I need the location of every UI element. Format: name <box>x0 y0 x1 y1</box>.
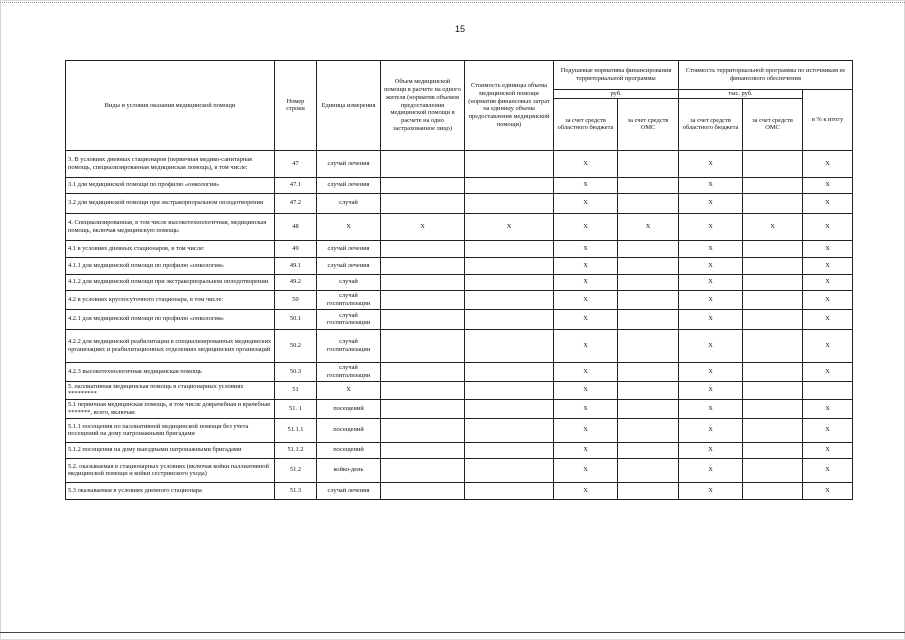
table-row <box>66 482 853 499</box>
row-per-capita-budget-cell: X <box>554 381 618 399</box>
row-per-capita-budget-cell: X <box>554 213 618 240</box>
row-number-cell: 51 <box>275 381 317 399</box>
row-unit-cell: случай лечения <box>317 257 381 274</box>
row-number-cell: 50 <box>275 290 317 309</box>
row-per-capita-oms-cell <box>618 257 679 274</box>
row-total-budget-cell: X <box>679 381 743 399</box>
top-edge-line <box>0 2 905 3</box>
row-per-capita-budget-cell: X <box>554 399 618 418</box>
row-unit-cost-cell <box>465 257 554 274</box>
header-budget-total: за счет средств областного бюджета <box>679 98 743 150</box>
row-unit-cost-cell <box>465 362 554 381</box>
row-number-cell: 49.1 <box>275 257 317 274</box>
row-total-oms-cell <box>743 399 803 418</box>
row-name-cell: 4.2.2 для медицинской реабилитации в специализированных медицинских организациях и реабилитационных отделениях медицинских организаций <box>66 329 275 362</box>
bottom-edge-line <box>0 632 905 633</box>
row-name-cell: 4.2.3 высокотехнологичная медицинская помощь <box>66 362 275 381</box>
row-total-budget-cell: X <box>679 442 743 458</box>
row-per-capita-oms-cell: X <box>618 213 679 240</box>
row-total-oms-cell: X <box>743 213 803 240</box>
row-volume-cell <box>381 399 465 418</box>
row-unit-cost-cell <box>465 309 554 329</box>
header-total-cost: Стоимость территориальной программы по источникам ее финансового обеспечения <box>679 61 853 90</box>
row-number-cell: 51.1.1 <box>275 418 317 442</box>
row-volume-cell <box>381 442 465 458</box>
row-percent-cell: X <box>803 442 853 458</box>
row-unit-cell: случай лечения <box>317 177 381 193</box>
page-number: 15 <box>454 24 465 34</box>
row-percent-cell: X <box>803 240 853 257</box>
table-row <box>66 290 853 309</box>
row-per-capita-oms-cell <box>618 329 679 362</box>
table-row <box>66 418 853 442</box>
table-row <box>66 213 853 240</box>
row-total-oms-cell <box>743 240 803 257</box>
row-per-capita-budget-cell: X <box>554 240 618 257</box>
row-number-cell: 49 <box>275 240 317 257</box>
row-per-capita-oms-cell <box>618 458 679 482</box>
row-per-capita-budget-cell: X <box>554 418 618 442</box>
row-per-capita-oms-cell <box>618 150 679 177</box>
row-name-cell: 4.2 в условиях круглосуточного стационара, в том числе: <box>66 290 275 309</box>
row-total-budget-cell: X <box>679 257 743 274</box>
row-percent-cell: X <box>803 309 853 329</box>
table-row <box>66 193 853 213</box>
row-total-budget-cell: X <box>679 193 743 213</box>
row-name-cell: 4.2.1 для медицинской помощи по профилю «онкология» <box>66 309 275 329</box>
row-per-capita-budget-cell: X <box>554 150 618 177</box>
row-unit-cell: случай госпитализации <box>317 309 381 329</box>
table-row <box>66 257 853 274</box>
row-per-capita-budget-cell: X <box>554 362 618 381</box>
row-total-oms-cell <box>743 257 803 274</box>
header-budget: за счет средств областного бюджета <box>554 98 618 150</box>
row-volume-cell <box>381 177 465 193</box>
header-unit-rub: руб. <box>554 90 679 99</box>
table-row <box>66 381 853 399</box>
financing-table <box>65 60 853 500</box>
row-total-budget-cell: X <box>679 482 743 499</box>
header-unit: Единица измерения <box>317 61 381 151</box>
row-name-cell: 3. В условиях дневных стационаров (первичная медико-санитарная помощь, специализированная медицинская помощь), в том числе: <box>66 150 275 177</box>
row-volume-cell <box>381 329 465 362</box>
row-percent-cell: X <box>803 458 853 482</box>
row-number-cell: 47.1 <box>275 177 317 193</box>
row-name-cell: 4. Специализированная, в том числе высокотехнологичная, медицинская помощь, включая медицинскую помощь: <box>66 213 275 240</box>
row-unit-cost-cell <box>465 381 554 399</box>
row-number-cell: 47.2 <box>275 193 317 213</box>
header-volume: Объем медицинской помощи в расчете на одного жителя (норматив объемов предоставления медицинской помощи в расчете на одно застрахованное лицо) <box>381 61 465 151</box>
row-percent-cell: X <box>803 399 853 418</box>
row-percent-cell: X <box>803 362 853 381</box>
row-name-cell: 5.3 оказываемая в условиях дневного стационара <box>66 482 275 499</box>
row-unit-cost-cell <box>465 274 554 290</box>
row-total-budget-cell: X <box>679 399 743 418</box>
row-per-capita-oms-cell <box>618 418 679 442</box>
row-per-capita-budget-cell: X <box>554 177 618 193</box>
row-number-cell: 51.2 <box>275 458 317 482</box>
row-name-cell: 5.1 первичная медицинская помощь, в том числе доврачебная и врачебная *******, всего, включая: <box>66 399 275 418</box>
row-volume-cell <box>381 274 465 290</box>
row-volume-cell <box>381 240 465 257</box>
row-total-oms-cell <box>743 418 803 442</box>
row-percent-cell <box>803 381 853 399</box>
row-per-capita-oms-cell <box>618 399 679 418</box>
row-percent-cell: X <box>803 329 853 362</box>
row-number-cell: 50.3 <box>275 362 317 381</box>
row-total-budget-cell: X <box>679 309 743 329</box>
row-total-oms-cell <box>743 362 803 381</box>
row-name-cell: 4.1.1 для медицинской помощи по профилю «онкология» <box>66 257 275 274</box>
row-name-cell: 5.2. оказываемая в стационарных условиях (включая койки паллиативной медицинской помощи и койки сестринского ухода) <box>66 458 275 482</box>
row-percent-cell: X <box>803 274 853 290</box>
row-per-capita-budget-cell: X <box>554 309 618 329</box>
row-unit-cell: X <box>317 213 381 240</box>
row-per-capita-oms-cell <box>618 381 679 399</box>
row-number-cell: 48 <box>275 213 317 240</box>
row-volume-cell <box>381 257 465 274</box>
row-unit-cost-cell <box>465 290 554 309</box>
row-unit-cost-cell <box>465 150 554 177</box>
row-per-capita-oms-cell <box>618 193 679 213</box>
row-per-capita-oms-cell <box>618 240 679 257</box>
row-name-cell: 3.1 для медицинской помощи по профилю «онкология» <box>66 177 275 193</box>
row-per-capita-oms-cell <box>618 482 679 499</box>
row-percent-cell: X <box>803 418 853 442</box>
row-number-cell: 47 <box>275 150 317 177</box>
row-unit-cell: случай лечения <box>317 150 381 177</box>
row-total-oms-cell <box>743 482 803 499</box>
row-per-capita-budget-cell: X <box>554 329 618 362</box>
row-unit-cost-cell <box>465 418 554 442</box>
row-name-cell: 5. паллиативная медицинская помощь в стационарных условиях ********* <box>66 381 275 399</box>
row-volume-cell <box>381 482 465 499</box>
row-unit-cell: посещений <box>317 399 381 418</box>
row-total-budget-cell: X <box>679 213 743 240</box>
row-total-oms-cell <box>743 309 803 329</box>
row-volume-cell <box>381 362 465 381</box>
row-per-capita-oms-cell <box>618 274 679 290</box>
row-per-capita-budget-cell: X <box>554 274 618 290</box>
row-per-capita-oms-cell <box>618 290 679 309</box>
row-volume-cell <box>381 290 465 309</box>
row-total-budget-cell: X <box>679 362 743 381</box>
row-number-cell: 50.2 <box>275 329 317 362</box>
row-volume-cell: X <box>381 213 465 240</box>
table-row <box>66 442 853 458</box>
table-row <box>66 399 853 418</box>
row-name-cell: 4.1.2 для медицинской помощи при экстракорпоральном оплодотворении <box>66 274 275 290</box>
row-per-capita-budget-cell: X <box>554 458 618 482</box>
row-name-cell: 5.1.1 посещения по паллиативной медицинской помощи без учета посещений на дому патронажными бригадами <box>66 418 275 442</box>
row-name-cell: 5.1.2 посещения на дому выездными патронажными бригадами <box>66 442 275 458</box>
row-unit-cost-cell <box>465 240 554 257</box>
row-total-oms-cell <box>743 193 803 213</box>
table-row <box>66 150 853 177</box>
header-unit-cost: Стоимость единицы объема медицинской помощи (норматив финансовых затрат на единицу объема предоставления медицинской помощи) <box>465 61 554 151</box>
row-volume-cell <box>381 458 465 482</box>
row-unit-cost-cell <box>465 399 554 418</box>
header-oms-total: за счет средств ОМС <box>743 98 803 150</box>
table-row <box>66 362 853 381</box>
header-oms: за счет средств ОМС <box>618 98 679 150</box>
row-volume-cell <box>381 150 465 177</box>
row-percent-cell: X <box>803 150 853 177</box>
row-unit-cost-cell <box>465 458 554 482</box>
table-row <box>66 458 853 482</box>
row-volume-cell <box>381 418 465 442</box>
row-number-cell: 51.1.2 <box>275 442 317 458</box>
row-total-oms-cell <box>743 274 803 290</box>
row-per-capita-oms-cell <box>618 442 679 458</box>
row-unit-cost-cell: X <box>465 213 554 240</box>
row-unit-cell: посещений <box>317 442 381 458</box>
row-number-cell: 50.1 <box>275 309 317 329</box>
row-volume-cell <box>381 381 465 399</box>
row-total-oms-cell <box>743 381 803 399</box>
row-name-cell: 4.1 в условиях дневных стационаров, в том числе: <box>66 240 275 257</box>
row-volume-cell <box>381 193 465 213</box>
row-number-cell: 49.2 <box>275 274 317 290</box>
row-total-oms-cell <box>743 442 803 458</box>
header-percent: в % к итогу <box>803 90 853 151</box>
table-body <box>66 150 853 499</box>
row-unit-cell: случай лечения <box>317 482 381 499</box>
row-unit-cell: случай <box>317 274 381 290</box>
row-unit-cost-cell <box>465 193 554 213</box>
row-per-capita-budget-cell: X <box>554 193 618 213</box>
table-row <box>66 329 853 362</box>
table-row <box>66 309 853 329</box>
table-row <box>66 240 853 257</box>
row-total-oms-cell <box>743 458 803 482</box>
header-unit-thousand-rub: тыс. руб. <box>679 90 803 99</box>
row-per-capita-budget-cell: X <box>554 442 618 458</box>
table-header <box>66 61 853 151</box>
row-total-budget-cell: X <box>679 418 743 442</box>
row-total-oms-cell <box>743 150 803 177</box>
row-total-budget-cell: X <box>679 240 743 257</box>
row-unit-cell: случай госпитализации <box>317 329 381 362</box>
row-per-capita-budget-cell: X <box>554 290 618 309</box>
row-unit-cost-cell <box>465 442 554 458</box>
row-total-oms-cell <box>743 290 803 309</box>
row-unit-cell: X <box>317 381 381 399</box>
row-unit-cost-cell <box>465 177 554 193</box>
row-total-budget-cell: X <box>679 274 743 290</box>
row-per-capita-budget-cell: X <box>554 257 618 274</box>
row-total-budget-cell: X <box>679 150 743 177</box>
row-total-budget-cell: X <box>679 458 743 482</box>
row-unit-cell: посещений <box>317 418 381 442</box>
row-total-oms-cell <box>743 177 803 193</box>
row-unit-cell: случай <box>317 193 381 213</box>
header-per-capita: Подушевые нормативы финансирования территориальной программы <box>554 61 679 90</box>
row-name-cell: 3.2 для медицинской помощи при экстракорпоральном оплодотворении <box>66 193 275 213</box>
row-percent-cell: X <box>803 213 853 240</box>
row-percent-cell: X <box>803 482 853 499</box>
row-total-budget-cell: X <box>679 177 743 193</box>
row-percent-cell: X <box>803 257 853 274</box>
row-total-budget-cell: X <box>679 329 743 362</box>
row-percent-cell: X <box>803 290 853 309</box>
table-row <box>66 177 853 193</box>
row-number-cell: 51. 1 <box>275 399 317 418</box>
row-per-capita-oms-cell <box>618 177 679 193</box>
row-total-budget-cell: X <box>679 290 743 309</box>
row-per-capita-budget-cell: X <box>554 482 618 499</box>
row-unit-cell: случай госпитализации <box>317 362 381 381</box>
row-percent-cell: X <box>803 193 853 213</box>
table-row <box>66 274 853 290</box>
row-per-capita-oms-cell <box>618 362 679 381</box>
row-unit-cost-cell <box>465 329 554 362</box>
row-percent-cell: X <box>803 177 853 193</box>
row-unit-cell: койко-день <box>317 458 381 482</box>
row-number-cell: 51.3 <box>275 482 317 499</box>
row-volume-cell <box>381 309 465 329</box>
header-row-number: Номер строки <box>275 61 317 151</box>
row-total-oms-cell <box>743 329 803 362</box>
row-unit-cell: случай лечения <box>317 240 381 257</box>
row-unit-cell: случай госпитализации <box>317 290 381 309</box>
header-type: Виды и условия оказания медицинской помощи <box>66 61 275 151</box>
row-unit-cost-cell <box>465 482 554 499</box>
row-per-capita-oms-cell <box>618 309 679 329</box>
